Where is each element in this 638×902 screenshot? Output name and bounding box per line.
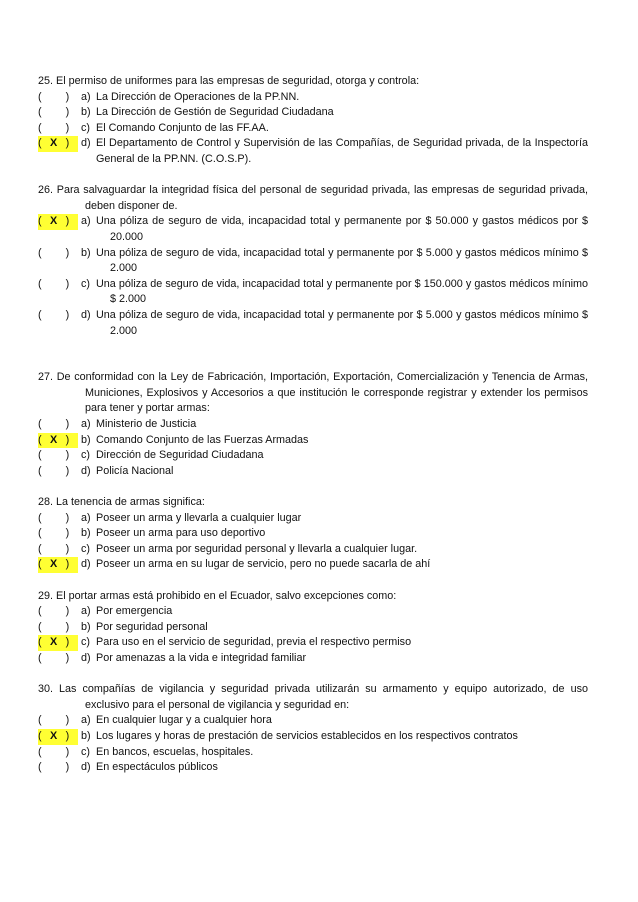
answer-checkbox[interactable] [38, 745, 81, 761]
open-paren: ( [38, 308, 42, 321]
option-letter: a) [81, 418, 91, 431]
option-text: Por seguridad personal [96, 620, 208, 633]
checkbox-box [38, 246, 78, 262]
question-stem: 29. El portar armas está prohibido en el Ecuador, salvo excepciones como: [38, 589, 397, 602]
answer-checkbox[interactable] [38, 277, 81, 293]
answer-checkbox-selected[interactable] [38, 635, 81, 651]
option-letter: a) [81, 90, 91, 103]
option-letter: d) [81, 308, 91, 321]
answer-checkbox-selected[interactable] [38, 136, 81, 152]
checkbox-box [38, 105, 78, 121]
answer-checkbox[interactable] [38, 121, 81, 137]
option-letter: a) [81, 714, 91, 727]
option-text: Una póliza de seguro de vida, incapacidad total y permanente por $ 5.000 y gastos médicos mínimo $ 2.000 [96, 308, 588, 337]
close-paren: ) [65, 636, 70, 649]
checkbox-box [38, 136, 78, 152]
answer-option[interactable] [38, 620, 588, 636]
answer-checkbox[interactable] [38, 464, 81, 480]
option-text: Para uso en el servicio de seguridad, previa el respectivo permiso [96, 636, 412, 649]
answer-option[interactable] [38, 511, 588, 527]
answer-option[interactable] [38, 651, 588, 667]
selected-x-mark: X [50, 215, 58, 228]
answer-option[interactable] [38, 448, 588, 464]
option-letter: c) [81, 121, 90, 134]
checkbox-box [38, 729, 78, 745]
option-text: El Comando Conjunto de las FF.AA. [96, 121, 269, 134]
checkbox-box [38, 557, 78, 573]
answer-checkbox-selected[interactable] [38, 214, 81, 230]
answer-option[interactable] [38, 713, 588, 729]
open-paren: ( [38, 433, 42, 446]
open-paren: ( [38, 527, 42, 540]
close-paren: ) [65, 558, 70, 571]
open-paren: ( [38, 729, 42, 742]
option-letter: c) [81, 636, 90, 649]
option-letter: c) [81, 449, 90, 462]
answer-option[interactable] [38, 433, 588, 449]
open-paren: ( [38, 418, 42, 431]
answer-option[interactable] [38, 105, 588, 121]
close-paren: ) [65, 418, 70, 431]
checkbox-box [38, 433, 78, 449]
answer-checkbox[interactable] [38, 417, 81, 433]
option-text: Policía Nacional [96, 464, 174, 477]
close-paren: ) [65, 106, 70, 119]
option-letter: d) [81, 464, 91, 477]
close-paren: ) [65, 605, 70, 618]
question-26 [38, 183, 588, 339]
close-paren: ) [65, 246, 70, 259]
question-29 [38, 589, 588, 667]
option-text: La Dirección de Operaciones de la PP.NN. [96, 90, 300, 103]
open-paren: ( [38, 558, 42, 571]
answer-option[interactable] [38, 121, 588, 137]
answer-checkbox-selected[interactable] [38, 729, 81, 745]
checkbox-box [38, 214, 78, 230]
answer-checkbox[interactable] [38, 511, 81, 527]
answer-checkbox[interactable] [38, 448, 81, 464]
checkbox-box [38, 713, 78, 729]
close-paren: ) [65, 527, 70, 540]
open-paren: ( [38, 714, 42, 727]
open-paren: ( [38, 464, 42, 477]
selected-x-mark: X [50, 636, 58, 649]
option-letter: d) [81, 761, 91, 774]
answer-option[interactable] [38, 246, 588, 277]
option-text: Poseer un arma por seguridad personal y llevarla a cualquier lugar. [96, 542, 418, 555]
selected-x-mark: X [50, 729, 58, 742]
open-paren: ( [38, 106, 42, 119]
open-paren: ( [38, 761, 42, 774]
option-text: Los lugares y horas de prestación de servicios establecidos en los respectivos contratos [96, 729, 518, 742]
answer-option[interactable] [38, 604, 588, 620]
open-paren: ( [38, 605, 42, 618]
answer-checkbox[interactable] [38, 604, 81, 620]
option-letter: b) [81, 729, 91, 742]
answer-option[interactable] [38, 729, 588, 745]
close-paren: ) [65, 90, 70, 103]
open-paren: ( [38, 636, 42, 649]
checkbox-box [38, 308, 78, 324]
open-paren: ( [38, 277, 42, 290]
option-text: Poseer un arma para uso deportivo [96, 527, 266, 540]
option-text: Una póliza de seguro de vida, incapacidad total y permanente por $ 150.000 y gastos médicos mínimo $ 2.000 [96, 277, 588, 306]
close-paren: ) [65, 714, 70, 727]
question-stem: 27. De conformidad con la Ley de Fabricación, Importación, Exportación, Comercialización y Tenencia de Armas, Municiones, Explosivos y Accesorios a que institución le corresponde registrar y extender los permisos para tener y portar armas: [38, 371, 588, 415]
question-30 [38, 682, 588, 776]
answer-option[interactable] [38, 277, 588, 308]
option-letter: d) [81, 137, 91, 150]
open-paren: ( [38, 542, 42, 555]
option-text: Comando Conjunto de las Fuerzas Armadas [96, 433, 309, 446]
option-letter: b) [81, 620, 91, 633]
open-paren: ( [38, 137, 42, 150]
option-letter: a) [81, 215, 91, 228]
question-25 [38, 74, 588, 168]
option-text: Una póliza de seguro de vida, incapacidad total y permanente por $ 5.000 y gastos médicos mínimo $ 2.000 [96, 246, 588, 275]
answer-option[interactable] [38, 214, 588, 245]
question-stem: 26. Para salvaguardar la integridad física del personal de seguridad privada, las empresas de seguridad privada, deben disponer de. [38, 184, 588, 212]
answer-checkbox[interactable] [38, 620, 81, 636]
option-letter: b) [81, 106, 91, 119]
option-text: Por emergencia [96, 605, 173, 618]
answer-checkbox-selected[interactable] [38, 557, 81, 573]
answer-option[interactable] [38, 417, 588, 433]
close-paren: ) [65, 137, 70, 150]
option-letter: b) [81, 433, 91, 446]
close-paren: ) [65, 277, 70, 290]
open-paren: ( [38, 511, 42, 524]
option-letter: a) [81, 605, 91, 618]
open-paren: ( [38, 90, 42, 103]
answer-checkbox[interactable] [38, 651, 81, 667]
selected-x-mark: X [50, 433, 58, 446]
answer-checkbox[interactable] [38, 760, 81, 776]
selected-x-mark: X [50, 137, 58, 150]
close-paren: ) [65, 511, 70, 524]
open-paren: ( [38, 620, 42, 633]
close-paren: ) [65, 121, 70, 134]
answer-option[interactable] [38, 526, 588, 542]
open-paren: ( [38, 745, 42, 758]
answer-checkbox[interactable] [38, 542, 81, 558]
close-paren: ) [65, 433, 70, 446]
answer-checkbox[interactable] [38, 105, 81, 121]
answer-option[interactable] [38, 557, 588, 573]
checkbox-box [38, 464, 78, 480]
close-paren: ) [65, 729, 70, 742]
open-paren: ( [38, 449, 42, 462]
answer-checkbox[interactable] [38, 246, 81, 262]
exam-document [38, 74, 588, 791]
close-paren: ) [65, 308, 70, 321]
close-paren: ) [65, 215, 70, 228]
question-stem: 30. Las compañías de vigilancia y seguridad privada utilizarán su armamento y equipo autorizado, de uso exclusivo para el personal de vigilancia y seguridad en: [38, 683, 588, 711]
checkbox-box [38, 760, 78, 776]
close-paren: ) [65, 542, 70, 555]
option-letter: a) [81, 511, 91, 524]
checkbox-box [38, 542, 78, 558]
option-text: Por amenazas a la vida e integridad familiar [96, 651, 307, 664]
answer-checkbox-selected[interactable] [38, 433, 81, 449]
option-letter: b) [81, 246, 91, 259]
option-text: Poseer un arma en su lugar de servicio, pero no puede sacarla de ahí [96, 558, 431, 571]
option-text: En bancos, escuelas, hospitales. [96, 745, 254, 758]
checkbox-box [38, 277, 78, 293]
option-text: La Dirección de Gestión de Seguridad Ciudadana [96, 106, 334, 119]
checkbox-box [38, 448, 78, 464]
answer-option[interactable] [38, 308, 588, 339]
option-text: Poseer un arma y llevarla a cualquier lugar [96, 511, 302, 524]
option-letter: c) [81, 542, 90, 555]
checkbox-box [38, 511, 78, 527]
answer-checkbox[interactable] [38, 526, 81, 542]
close-paren: ) [65, 620, 70, 633]
checkbox-box [38, 121, 78, 137]
open-paren: ( [38, 215, 42, 228]
checkbox-box [38, 526, 78, 542]
answer-option[interactable] [38, 745, 588, 761]
close-paren: ) [65, 449, 70, 462]
answer-checkbox[interactable] [38, 308, 81, 324]
answer-checkbox[interactable] [38, 90, 81, 106]
question-stem: 25. El permiso de uniformes para las empresas de seguridad, otorga y controla: [38, 75, 420, 87]
close-paren: ) [65, 651, 70, 664]
open-paren: ( [38, 121, 42, 134]
checkbox-box [38, 90, 78, 106]
question-28 [38, 495, 588, 573]
selected-x-mark: X [50, 558, 58, 571]
answer-option[interactable] [38, 635, 588, 651]
answer-option[interactable] [38, 760, 588, 776]
answer-option[interactable] [38, 464, 588, 480]
close-paren: ) [65, 761, 70, 774]
option-letter: c) [81, 745, 90, 758]
option-text: Dirección de Seguridad Ciudadana [96, 449, 264, 462]
checkbox-box [38, 745, 78, 761]
option-letter: d) [81, 558, 91, 571]
close-paren: ) [65, 464, 70, 477]
answer-option[interactable] [38, 136, 588, 167]
open-paren: ( [38, 246, 42, 259]
question-stem: 28. La tenencia de armas significa: [38, 496, 205, 509]
option-text: En espectáculos públicos [96, 761, 218, 774]
answer-checkbox[interactable] [38, 713, 81, 729]
answer-option[interactable] [38, 542, 588, 558]
option-text: Una póliza de seguro de vida, incapacidad total y permanente por $ 50.000 y gastos médicos por $ 20.000 [96, 215, 588, 243]
option-text: Ministerio de Justicia [96, 418, 197, 431]
open-paren: ( [38, 651, 42, 664]
option-letter: d) [81, 651, 91, 664]
checkbox-box [38, 635, 78, 651]
checkbox-box [38, 620, 78, 636]
question-27 [38, 370, 588, 479]
option-letter: b) [81, 527, 91, 540]
option-text: En cualquier lugar y a cualquier hora [96, 714, 272, 727]
checkbox-box [38, 417, 78, 433]
option-text: El Departamento de Control y Supervisión de las Compañías, de Seguridad privada, de la Inspectoría General de la PP.NN. (C.O.S.P). [96, 137, 588, 165]
close-paren: ) [65, 745, 70, 758]
option-letter: c) [81, 277, 90, 290]
checkbox-box [38, 651, 78, 667]
answer-option[interactable] [38, 90, 588, 106]
checkbox-box [38, 604, 78, 620]
